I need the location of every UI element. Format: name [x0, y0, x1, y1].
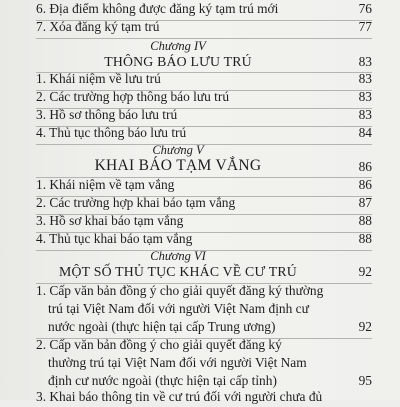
toc-entry-text: 3. Hồ sơ khai báo tạm vắng: [36, 213, 184, 228]
toc-entry-page: 87: [358, 195, 372, 210]
toc-entry-page: 95: [358, 373, 372, 388]
toc-entry-text: 4. Thủ tục khai báo tạm vắng: [36, 231, 193, 246]
toc-entry: [0, 69, 400, 89]
toc-entry: [0, 123, 400, 143]
toc-entry: [0, 105, 400, 125]
chapter-label: Chương IV: [150, 39, 206, 53]
toc-entry-text: 1. Khái niệm về tạm vắng: [36, 177, 175, 192]
toc-entry-line: [0, 387, 400, 407]
toc-entry: [0, 229, 400, 249]
toc-entry: [0, 17, 400, 37]
chapter-label: Chương VI: [150, 249, 206, 263]
toc-entry-line: [0, 335, 400, 355]
toc-entry-text: 4. Thủ tục thông báo lưu trú: [36, 125, 187, 140]
toc-entry-page: 77: [358, 19, 372, 34]
chapter-page: 86: [358, 159, 372, 174]
chapter-title: MỘT SỐ THỦ TỤC KHÁC VỀ CƯ TRÚ: [59, 264, 297, 279]
toc-entry-page: 86: [358, 177, 372, 192]
toc-entry-page: 83: [358, 89, 372, 104]
toc-entry-text: 2. Các trường hợp thông báo lưu trú: [36, 89, 230, 104]
toc-entry-text: 2. Cấp văn bản đồng ý cho giải quyết đăng ký: [36, 337, 282, 352]
toc-entry-page: 88: [358, 213, 372, 228]
toc-entry: [0, 87, 400, 107]
toc-entry-text: 7. Xóa đăng ký tạm trú: [36, 19, 160, 34]
toc-entry-page: 92: [358, 319, 372, 334]
toc-entry-text: nước ngoài (thực hiện tại cấp Trung ương): [48, 319, 276, 334]
toc-entry-page: 83: [358, 107, 372, 122]
toc-entry-text: 2. Các trường hợp khai báo tạm vắng: [36, 195, 236, 210]
toc-entry: [0, 211, 400, 231]
toc-entry-page: 88: [358, 231, 372, 246]
toc-entry-text: 3. Hồ sơ thông báo lưu trú: [36, 107, 178, 122]
toc-entry: [0, 193, 400, 213]
toc-entry-text: 6. Địa điểm không được đăng ký tạm trú mới: [36, 1, 279, 16]
toc-entry-line: [0, 317, 400, 337]
chapter-label: Chương V: [152, 143, 204, 157]
chapter-title: KHAI BÁO TẠM VẮNG: [94, 157, 262, 174]
chapter-title: THÔNG BÁO LƯU TRÚ: [104, 54, 252, 69]
toc-entry-text: 1. Cấp văn bản đồng ý cho giải quyết đăng ký thường: [36, 283, 324, 298]
toc-entry-page: 84: [358, 125, 372, 140]
chapter-page: 83: [358, 54, 372, 69]
toc-entry-page: 83: [358, 71, 372, 86]
toc-entry-line: [0, 353, 400, 373]
toc-entry-text: trú tại Việt Nam đối với người Việt Nam định cư: [48, 301, 309, 316]
toc-entry-text: thường trú tại Việt Nam đối với người Việt Nam: [48, 355, 307, 370]
toc-entry-page: 76: [358, 1, 372, 16]
chapter-page: 92: [358, 264, 372, 279]
toc-entry-text: định cư nước ngoài (thực hiện tại cấp tỉnh): [48, 373, 277, 388]
toc-entry-line: [0, 281, 400, 301]
toc-entry: [0, 175, 400, 195]
toc-entry-text: 1. Khái niệm về lưu trú: [36, 71, 161, 86]
toc-entry-text: 3. Khai báo thông tin về cư trú đối với người chưa đủ: [36, 389, 323, 404]
toc-entry-line: [0, 299, 400, 319]
